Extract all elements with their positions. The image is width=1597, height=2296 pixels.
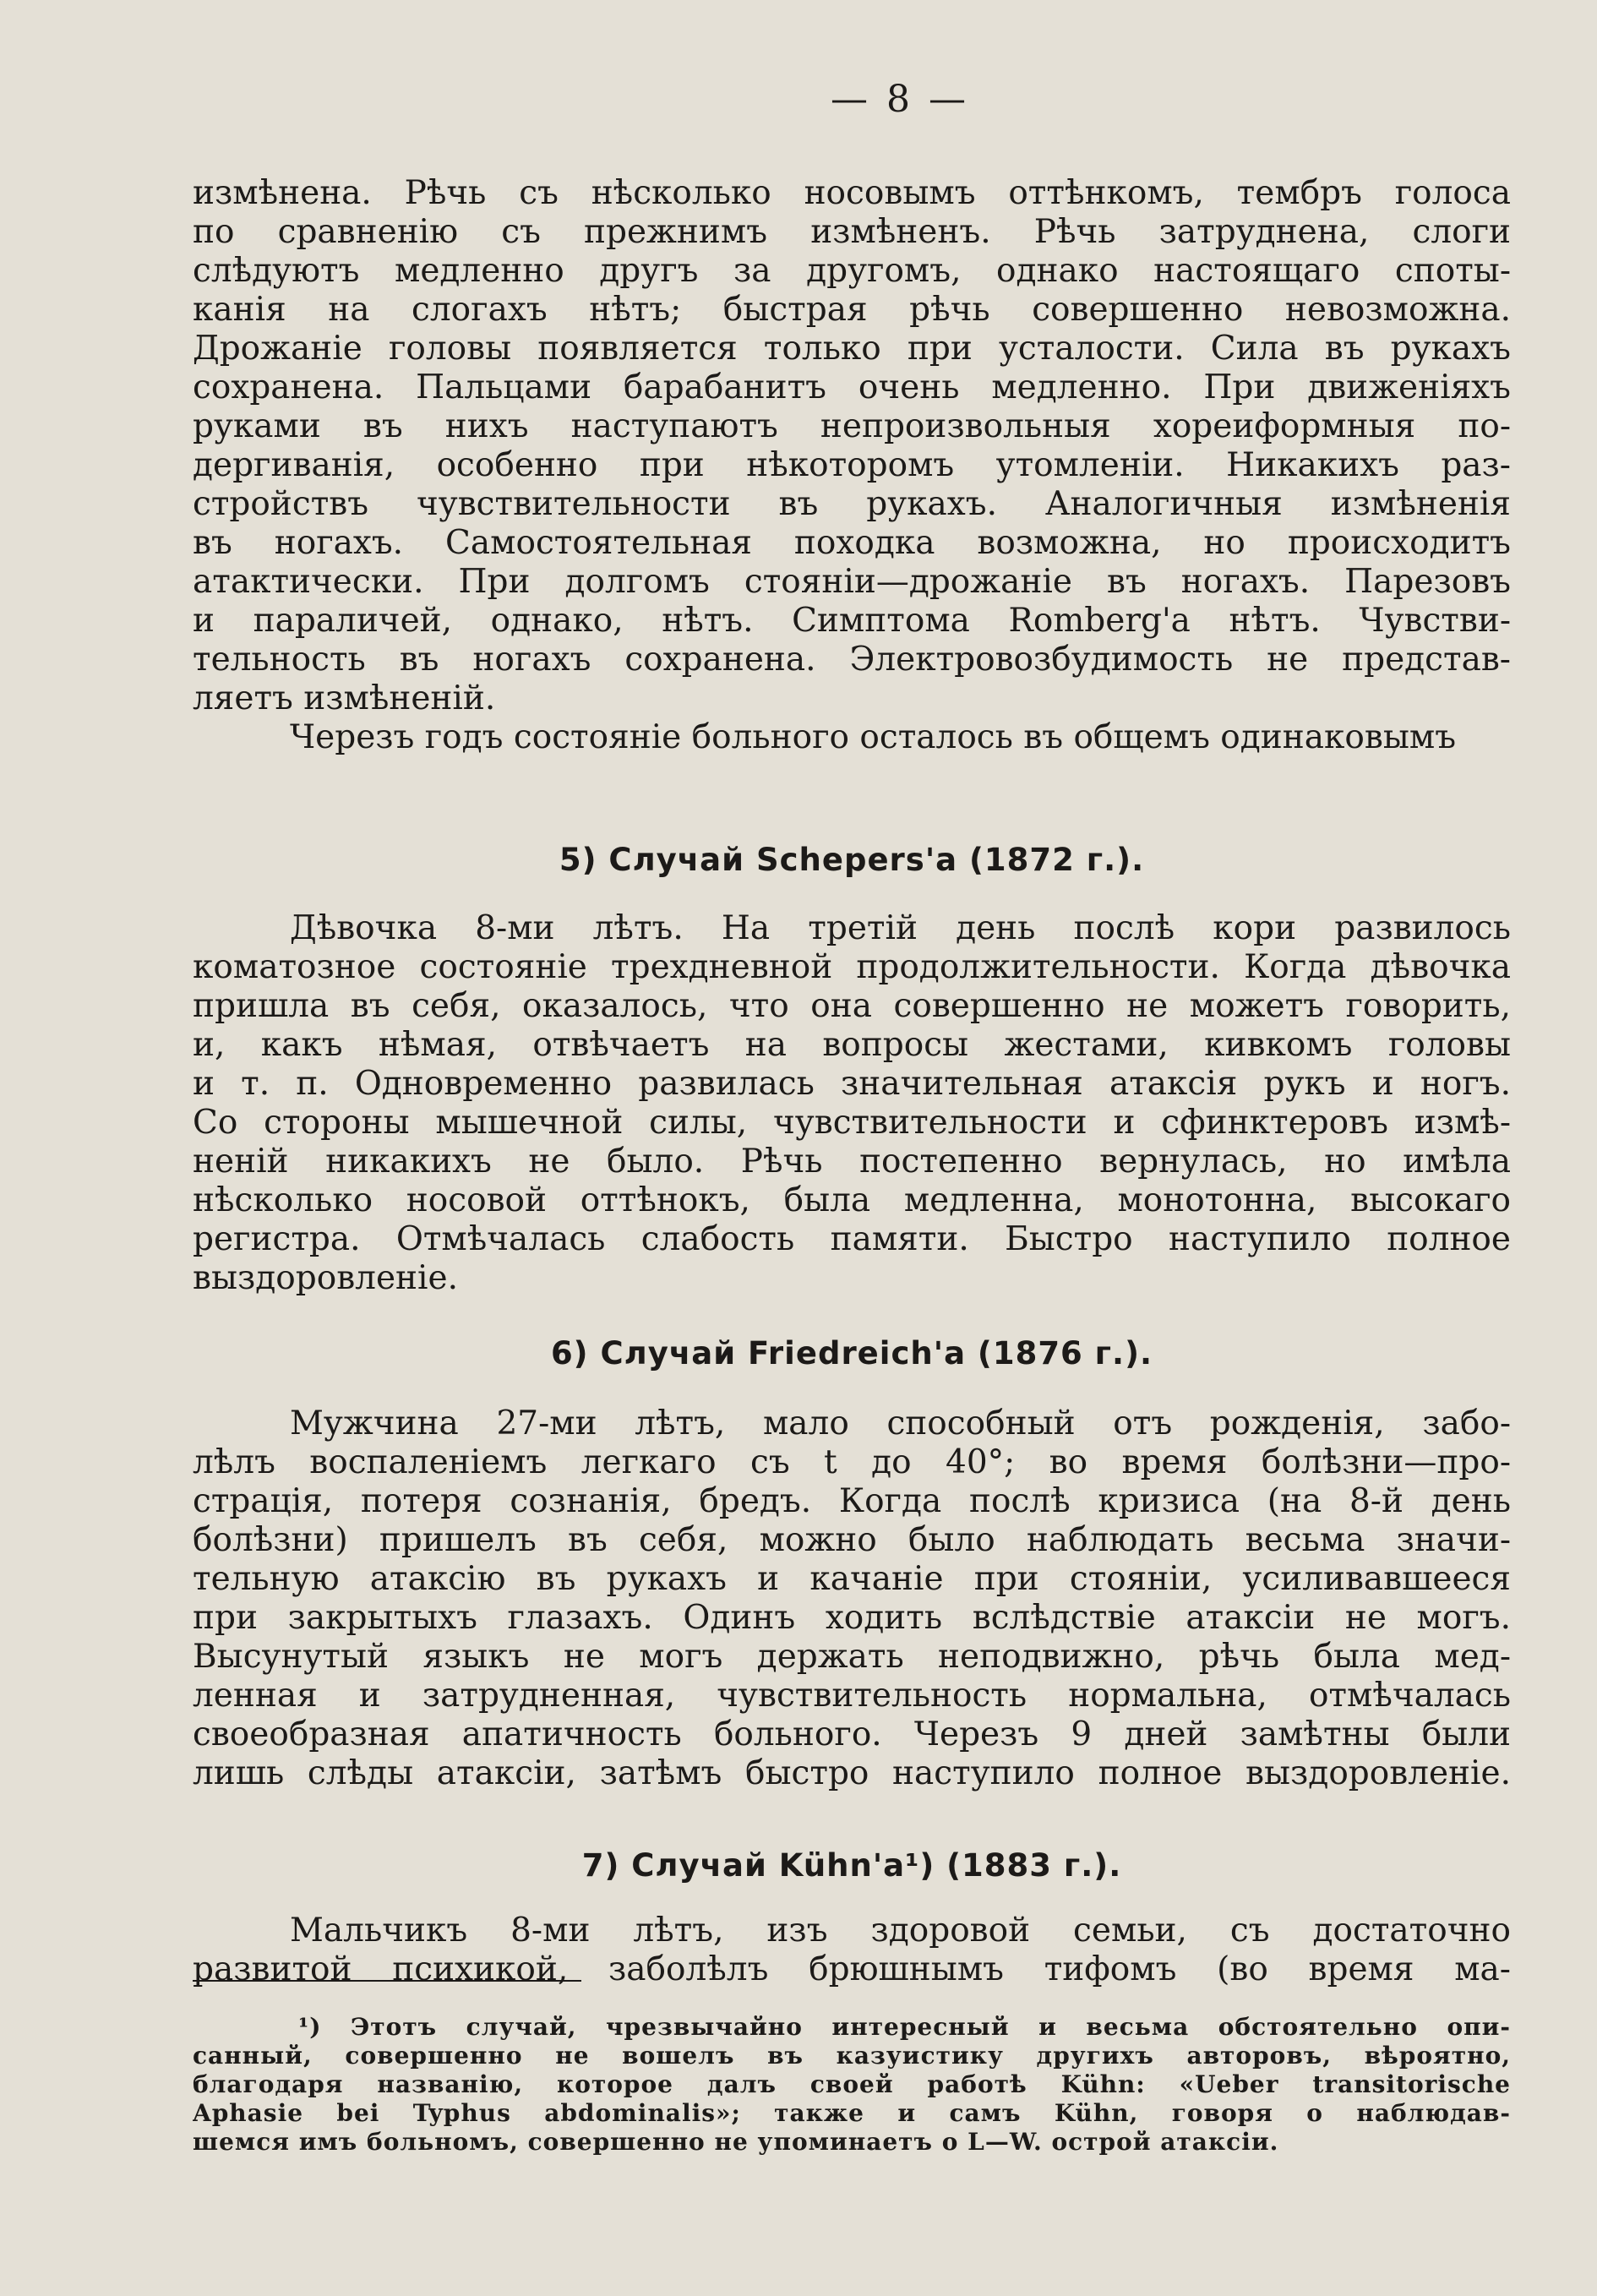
page-number: — 8 —	[831, 78, 969, 121]
text-line: дергиванія, особенно при нѣкоторомъ утомленіи. Никакихъ раз-	[193, 446, 1511, 484]
paragraph-continuation	[193, 174, 1511, 757]
footnote-divider	[193, 1980, 581, 1982]
paragraph-after-year: Черезъ годъ состояніе больного осталось въ общемъ одинаковымъ	[290, 718, 1457, 756]
text-line: регистра. Отмѣчалась слабость памяти. Быстро наступило полное	[193, 1220, 1511, 1258]
footnote-line: шемся имъ больномъ, совершенно не упоминаетъ о L—W. острой атаксіи.	[193, 2128, 1279, 2156]
text-line: при закрытыхъ глазахъ. Одинъ ходить вслѣдствіе атаксіи не могъ.	[193, 1599, 1511, 1637]
text-line: въ ногахъ. Самостоятельная походка возможна, но происходитъ	[193, 524, 1511, 562]
text-line: тельность въ ногахъ сохранена. Электровозбудимость не представ-	[193, 641, 1511, 679]
text-line: ляетъ измѣненій.	[193, 679, 496, 717]
footnote-line: благодаря названію, которое далъ своей работѣ Kühn: «Ueber transitorische	[193, 2070, 1511, 2098]
text-line: Дрожаніе головы появляется только при усталости. Сила въ рукахъ	[193, 330, 1511, 368]
text-line: Мужчина 27-ми лѣтъ, мало способный отъ рожденія, забо-	[290, 1404, 1511, 1442]
footnote-line: санный, совершенно не вошелъ въ казуистику другихъ авторовъ, вѣроятно,	[193, 2042, 1511, 2070]
case-7-paragraph	[193, 1912, 1511, 1989]
text-line: Дѣвочка 8-ми лѣтъ. На третій день послѣ кори развилось	[290, 909, 1511, 947]
text-line: и т. п. Одновременно развилась значительная атаксія рукъ и ногъ.	[193, 1065, 1511, 1103]
text-line: Со стороны мышечной силы, чувствительности и сфинктеровъ измѣ-	[193, 1104, 1511, 1142]
text-line: ленная и затрудненная, чувствительность нормальна, отмѣчалась	[193, 1677, 1511, 1715]
footnote-line: Aphasie bei Typhus abdominalis»; также и самъ Kühn, говоря о наблюдав-	[193, 2099, 1511, 2127]
case-6-paragraph	[193, 1404, 1511, 1793]
footnote	[193, 2013, 1511, 2157]
text-line: и, какъ нѣмая, отвѣчаетъ на вопросы жестами, кивкомъ головы	[193, 1026, 1511, 1064]
text-line: выздоровленіе.	[193, 1259, 458, 1297]
text-line: болѣзни) пришелъ въ себя, можно было наблюдать весьма значи-	[193, 1521, 1511, 1559]
text-line: по сравненію съ прежнимъ измѣненъ. Рѣчь затруднена, слоги	[193, 213, 1511, 251]
text-line: сохранена. Пальцами барабанитъ очень медленно. При движеніяхъ	[193, 368, 1511, 406]
text-line: пришла въ себя, оказалось, что она совершенно не можетъ говорить,	[193, 987, 1511, 1025]
text-line: Мальчикъ 8-ми лѣтъ, изъ здоровой семьи, съ достаточно	[290, 1912, 1511, 1950]
text-line: нѣсколько носовой оттѣнокъ, была медленна, монотонна, высокаго	[193, 1181, 1511, 1219]
text-line: стройствъ чувствительности въ рукахъ. Аналогичныя измѣненія	[193, 485, 1511, 523]
text-line: руками въ нихъ наступаютъ непроизвольныя хореиформныя по-	[193, 407, 1511, 445]
case-5-paragraph	[193, 909, 1511, 1298]
text-line: атактически. При долгомъ стояніи—дрожаніе въ ногахъ. Парезовъ	[193, 563, 1511, 601]
text-line: развитой психикой, заболѣлъ брюшнымъ тифомъ (во время ма-	[193, 1950, 1511, 1988]
text-line: лѣлъ воспаленіемъ легкаго съ t до 40°; во время болѣзни—про-	[193, 1443, 1511, 1481]
text-line: Высунутый языкъ не могъ держать неподвижно, рѣчь была мед-	[193, 1638, 1511, 1676]
text-line: канія на слогахъ нѣтъ; быстрая рѣчь совершенно невозможна.	[193, 291, 1511, 329]
case-6-heading: 6) Случай Friedreich'а (1876 г.).	[550, 1335, 1153, 1372]
case-5-heading: 5) Случай Schepers'а (1872 г.).	[559, 842, 1145, 878]
text-line: страція, потеря сознанія, бредъ. Когда послѣ кризиса (на 8-й день	[193, 1482, 1511, 1520]
text-line: слѣдуютъ медленно другъ за другомъ, однако настоящаго споты-	[193, 252, 1511, 290]
text-line: своеобразная апатичность больного. Черезъ 9 дней замѣтны были	[193, 1715, 1511, 1753]
footnote-line: ¹) Этотъ случай, чрезвычайно интересный и весьма обстоятельно опи-	[298, 2013, 1511, 2041]
text-line: тельную атаксію въ рукахъ и качаніе при стояніи, усиливавшееся	[193, 1560, 1511, 1598]
case-7-heading: 7) Случай Kühn'а¹) (1883 г.).	[581, 1847, 1122, 1884]
text-line: измѣнена. Рѣчь съ нѣсколько носовымъ оттѣнкомъ, тембръ голоса	[193, 174, 1511, 212]
text-line: лишь слѣды атаксіи, затѣмъ быстро наступило полное выздоровленіе.	[193, 1754, 1511, 1792]
text-line: и параличей, однако, нѣтъ. Симптома Romberg'а нѣтъ. Чувстви-	[193, 602, 1511, 640]
text-line: коматозное состояніе трехдневной продолжительности. Когда дѣвочка	[193, 948, 1511, 986]
text-line: неній никакихъ не было. Рѣчь постепенно вернулась, но имѣла	[193, 1143, 1511, 1181]
